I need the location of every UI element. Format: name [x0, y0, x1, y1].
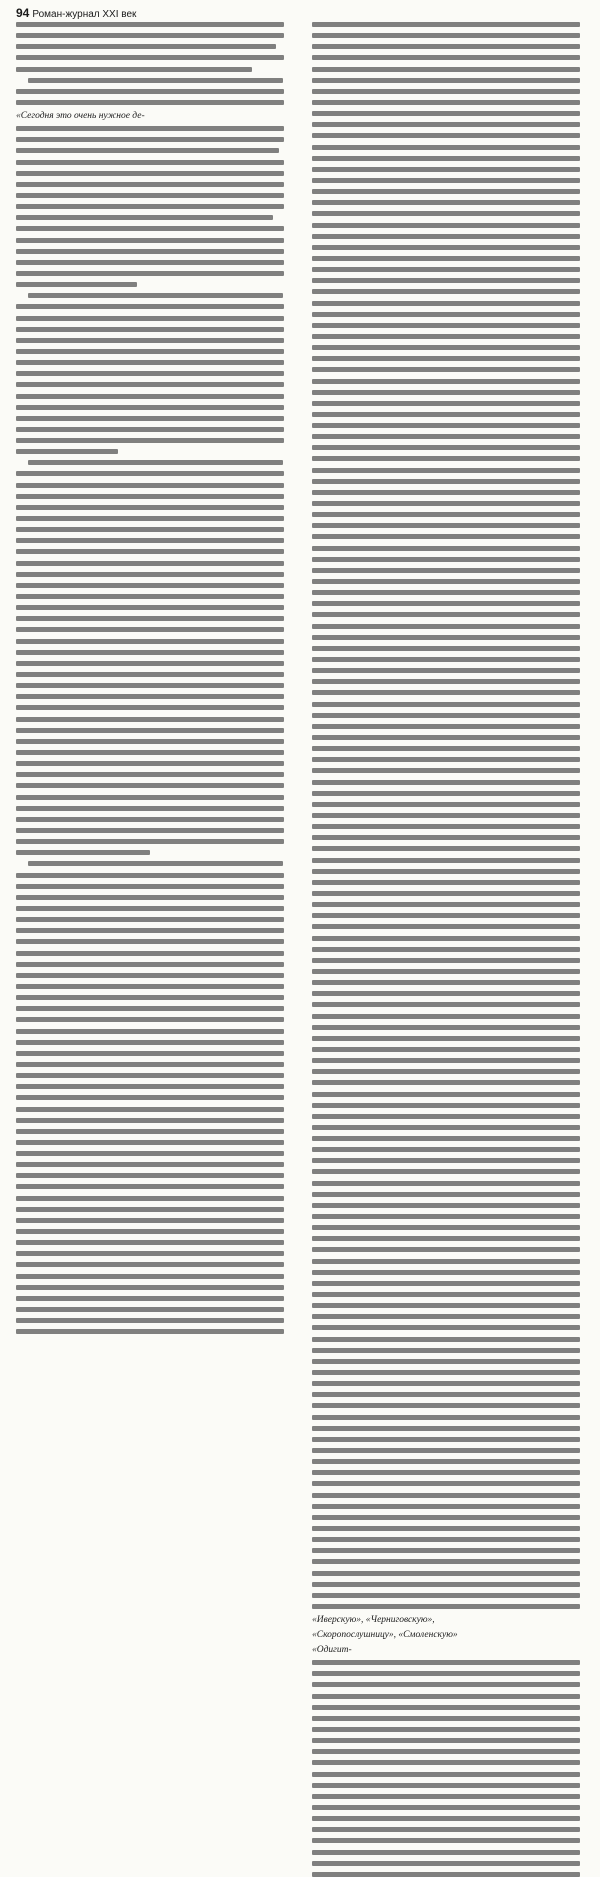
inline-quote-3: «Одигит- [312, 1645, 352, 1656]
journal-title: Роман-журнал XXI век [32, 9, 137, 20]
text-line [312, 1403, 580, 1408]
text-line [16, 728, 284, 733]
text-line [312, 869, 580, 874]
inline-quote-2: «Скоропослушницу», «Смоленскую» [312, 1630, 458, 1641]
text-line [16, 449, 118, 454]
text-line [16, 260, 284, 265]
text-line [312, 1493, 580, 1498]
text-line [312, 234, 580, 239]
text-line [312, 791, 580, 796]
text-line [312, 546, 580, 551]
text-line [16, 527, 284, 532]
text-line [312, 1359, 580, 1364]
text-line [312, 111, 580, 116]
text-line [16, 1162, 284, 1167]
text-line [16, 661, 284, 666]
text-line [312, 55, 580, 60]
text-line [312, 768, 580, 773]
text-line [16, 44, 276, 49]
text-line [312, 1158, 580, 1163]
text-line [312, 724, 580, 729]
text-line [312, 412, 580, 417]
text-line [312, 1036, 580, 1041]
text-line [312, 646, 580, 651]
page-header [16, 6, 136, 20]
text-line [16, 1307, 284, 1312]
text-line [16, 650, 284, 655]
text-line [16, 316, 284, 321]
text-line [16, 1262, 284, 1267]
text-line [16, 1129, 284, 1134]
text-line [312, 1593, 580, 1598]
text-line [16, 683, 284, 688]
text-line [312, 1247, 580, 1252]
text-line [312, 557, 580, 562]
text-line [312, 301, 580, 306]
text-line [16, 672, 284, 677]
text-line [312, 1705, 580, 1710]
text-line [16, 137, 284, 142]
text-line [312, 735, 580, 740]
text-line [312, 267, 580, 272]
text-line [312, 657, 580, 662]
text-line [16, 1218, 284, 1223]
text-line [16, 67, 252, 72]
text-line [16, 1229, 284, 1234]
text-line [16, 226, 284, 231]
text-line [16, 360, 284, 365]
text-line [16, 761, 284, 766]
text-line [312, 1314, 580, 1319]
text-line [312, 612, 580, 617]
text-line [312, 167, 580, 172]
text-line [16, 55, 284, 60]
text-line [16, 1285, 284, 1290]
text-line [16, 193, 284, 198]
text-line [312, 211, 580, 216]
text-line [312, 1582, 580, 1587]
text-line [312, 924, 580, 929]
text-line [312, 1448, 580, 1453]
text-line [16, 594, 284, 599]
text-line [16, 1006, 284, 1011]
text-line [312, 1025, 580, 1030]
inline-quote-1: «Иверскую», «Черниговскую», [312, 1615, 435, 1626]
text-line [312, 456, 580, 461]
text-line [16, 705, 284, 710]
text-line [312, 1047, 580, 1052]
text-line [312, 178, 580, 183]
text-line [312, 156, 580, 161]
text-line [16, 405, 284, 410]
text-line [312, 1783, 580, 1788]
text-line [312, 1259, 580, 1264]
text-line [312, 1548, 580, 1553]
text-line [312, 512, 580, 517]
text-line [312, 1749, 580, 1754]
text-line [16, 873, 284, 878]
text-line [16, 505, 284, 510]
text-line [312, 1103, 580, 1108]
text-line [312, 1002, 580, 1007]
text-line [312, 991, 580, 996]
text-line [16, 995, 284, 1000]
text-line [312, 1236, 580, 1241]
text-line [312, 523, 580, 528]
text-line [16, 739, 284, 744]
inline-quote: «Сегодня это очень нужное де- [16, 111, 145, 122]
text-line [312, 1058, 580, 1063]
text-line [16, 1029, 284, 1034]
text-line [312, 1604, 580, 1609]
text-line [312, 1270, 580, 1275]
text-line [312, 824, 580, 829]
text-line [312, 22, 580, 27]
text-line [312, 579, 580, 584]
text-line [16, 783, 284, 788]
text-line [312, 1092, 580, 1097]
text-line [312, 445, 580, 450]
text-line [312, 356, 580, 361]
text-line [16, 89, 284, 94]
text-line [312, 334, 580, 339]
text-line [28, 78, 283, 83]
text-line [312, 1337, 580, 1342]
text-line [312, 713, 580, 718]
text-line [16, 182, 284, 187]
text-line [312, 947, 580, 952]
text-line [312, 902, 580, 907]
text-line [312, 1192, 580, 1197]
text-line [16, 850, 150, 855]
text-line [312, 635, 580, 640]
text-line [16, 549, 284, 554]
text-line [312, 1481, 580, 1486]
text-line [312, 1125, 580, 1130]
text-line [16, 1073, 284, 1078]
text-line [16, 1329, 284, 1334]
text-line [312, 1760, 580, 1765]
text-line [312, 590, 580, 595]
text-line [312, 1850, 580, 1855]
text-line [16, 895, 284, 900]
text-line [312, 1426, 580, 1431]
text-line [16, 394, 284, 399]
text-line [312, 534, 580, 539]
text-line [312, 1225, 580, 1230]
text-line [28, 460, 283, 465]
text-line [312, 936, 580, 941]
text-line [16, 1062, 284, 1067]
text-line [312, 1694, 580, 1699]
text-line [312, 490, 580, 495]
text-line [16, 204, 284, 209]
text-line [312, 1571, 580, 1576]
text-line [312, 434, 580, 439]
text-line [312, 1827, 580, 1832]
text-line [16, 538, 284, 543]
text-line [312, 1861, 580, 1866]
text-line [16, 616, 284, 621]
text-line [312, 1381, 580, 1386]
text-line [312, 1370, 580, 1375]
text-line [16, 1240, 284, 1245]
text-line [312, 1392, 580, 1397]
text-line [312, 958, 580, 963]
text-line [312, 145, 580, 150]
text-line [312, 702, 580, 707]
text-line [16, 1118, 284, 1123]
text-line [312, 757, 580, 762]
text-line [312, 1537, 580, 1542]
text-line [16, 928, 284, 933]
text-line [16, 100, 284, 105]
text-line [16, 171, 284, 176]
text-line [312, 690, 580, 695]
text-line [16, 939, 284, 944]
text-line [312, 1682, 580, 1687]
text-line [312, 913, 580, 918]
text-line [16, 906, 284, 911]
text-line [312, 133, 580, 138]
text-line [16, 471, 284, 476]
text-line [312, 679, 580, 684]
text-line [16, 694, 284, 699]
text-line [312, 33, 580, 38]
text-line [312, 1214, 580, 1219]
text-line [312, 501, 580, 506]
page-number: 94 [16, 6, 30, 20]
text-line [312, 835, 580, 840]
text-line [312, 1203, 580, 1208]
text-line [16, 1318, 284, 1323]
text-line [16, 917, 284, 922]
text-line [312, 278, 580, 283]
text-line [312, 200, 580, 205]
text-line [312, 44, 580, 49]
text-line [312, 1727, 580, 1732]
text-line [312, 100, 580, 105]
text-line [16, 1040, 284, 1045]
text-line [312, 1716, 580, 1721]
text-line [312, 1671, 580, 1676]
text-line [312, 1794, 580, 1799]
text-line [16, 327, 284, 332]
text-line [312, 1014, 580, 1019]
text-line [16, 583, 284, 588]
text-line [312, 1292, 580, 1297]
text-line [16, 483, 284, 488]
text-line [28, 293, 283, 298]
text-line [312, 401, 580, 406]
text-line [16, 516, 284, 521]
text-line [16, 962, 284, 967]
text-line [312, 1325, 580, 1330]
text-line [312, 601, 580, 606]
text-line [312, 67, 580, 72]
text-line [312, 980, 580, 985]
text-line [312, 423, 580, 428]
text-line [16, 973, 284, 978]
text-line [312, 1348, 580, 1353]
text-line [312, 89, 580, 94]
text-line [312, 468, 580, 473]
text-line [312, 1114, 580, 1119]
text-line [16, 1251, 284, 1256]
text-line [16, 984, 284, 989]
text-line [16, 828, 284, 833]
text-line [16, 271, 284, 276]
text-line [312, 1738, 580, 1743]
text-line [16, 1140, 284, 1145]
text-line [16, 1274, 284, 1279]
text-line [16, 1207, 284, 1212]
text-line [312, 1660, 580, 1665]
text-line [16, 817, 284, 822]
text-line [312, 256, 580, 261]
text-line [16, 349, 284, 354]
text-line [16, 627, 284, 632]
text-line [312, 668, 580, 673]
text-line [16, 438, 284, 443]
text-line [312, 624, 580, 629]
text-line [312, 1559, 580, 1564]
text-line [312, 1459, 580, 1464]
text-line [16, 371, 284, 376]
text-line [16, 215, 273, 220]
text-line [312, 479, 580, 484]
text-line [16, 126, 284, 131]
text-line [312, 1816, 580, 1821]
text-line [16, 382, 284, 387]
text-line [16, 282, 137, 287]
text-line [312, 1772, 580, 1777]
text-line [16, 1151, 284, 1156]
text-line [16, 304, 284, 309]
article-column-right [312, 22, 580, 1656]
text-line [312, 1415, 580, 1420]
text-line [312, 1080, 580, 1085]
text-line [16, 750, 284, 755]
text-line [16, 1173, 284, 1178]
text-line [312, 223, 580, 228]
text-line [16, 1184, 284, 1189]
text-line [312, 345, 580, 350]
text-line [16, 33, 284, 38]
text-line [28, 861, 283, 866]
text-line [16, 839, 284, 844]
text-line [16, 561, 284, 566]
text-line [16, 427, 284, 432]
text-line [16, 795, 284, 800]
text-line [312, 1136, 580, 1141]
text-line [312, 746, 580, 751]
text-line [312, 880, 580, 885]
text-line [16, 1051, 284, 1056]
text-line [312, 312, 580, 317]
text-line [312, 969, 580, 974]
text-line [16, 884, 284, 889]
text-line [16, 951, 284, 956]
text-line [312, 1069, 580, 1074]
text-line [312, 1470, 580, 1475]
text-line [312, 1805, 580, 1810]
text-line [312, 846, 580, 851]
text-line [312, 1504, 580, 1509]
text-line [312, 1872, 580, 1877]
text-line [312, 1181, 580, 1186]
text-line [312, 189, 580, 194]
text-line [312, 367, 580, 372]
text-line [16, 806, 284, 811]
text-line [312, 802, 580, 807]
text-line [312, 1169, 580, 1174]
text-line [16, 1107, 284, 1112]
text-line [16, 717, 284, 722]
text-line [16, 160, 284, 165]
text-line [312, 78, 580, 83]
text-line [312, 1515, 580, 1520]
text-line [16, 1296, 284, 1301]
text-line [16, 572, 284, 577]
text-line [16, 494, 284, 499]
text-line [16, 605, 284, 610]
text-line [312, 858, 580, 863]
text-line [312, 813, 580, 818]
text-line [312, 568, 580, 573]
text-line [16, 238, 284, 243]
text-line [312, 1838, 580, 1843]
text-line [16, 1095, 284, 1100]
text-line [312, 1437, 580, 1442]
text-line [16, 1017, 284, 1022]
text-line [312, 1526, 580, 1531]
text-line [312, 1303, 580, 1308]
text-line [16, 416, 284, 421]
text-line [312, 289, 580, 294]
text-line [16, 639, 284, 644]
text-line [16, 338, 284, 343]
text-line [16, 1084, 284, 1089]
text-line [16, 148, 279, 153]
text-line [312, 379, 580, 384]
text-line [16, 22, 284, 27]
text-line [312, 390, 580, 395]
text-line [312, 122, 580, 127]
text-line [312, 1147, 580, 1152]
text-line [16, 1196, 284, 1201]
article-column-left [16, 22, 284, 842]
text-line [312, 780, 580, 785]
text-line [16, 772, 284, 777]
text-line [16, 249, 284, 254]
text-line [312, 323, 580, 328]
text-line [312, 1281, 580, 1286]
text-line [312, 891, 580, 896]
text-line [312, 245, 580, 250]
